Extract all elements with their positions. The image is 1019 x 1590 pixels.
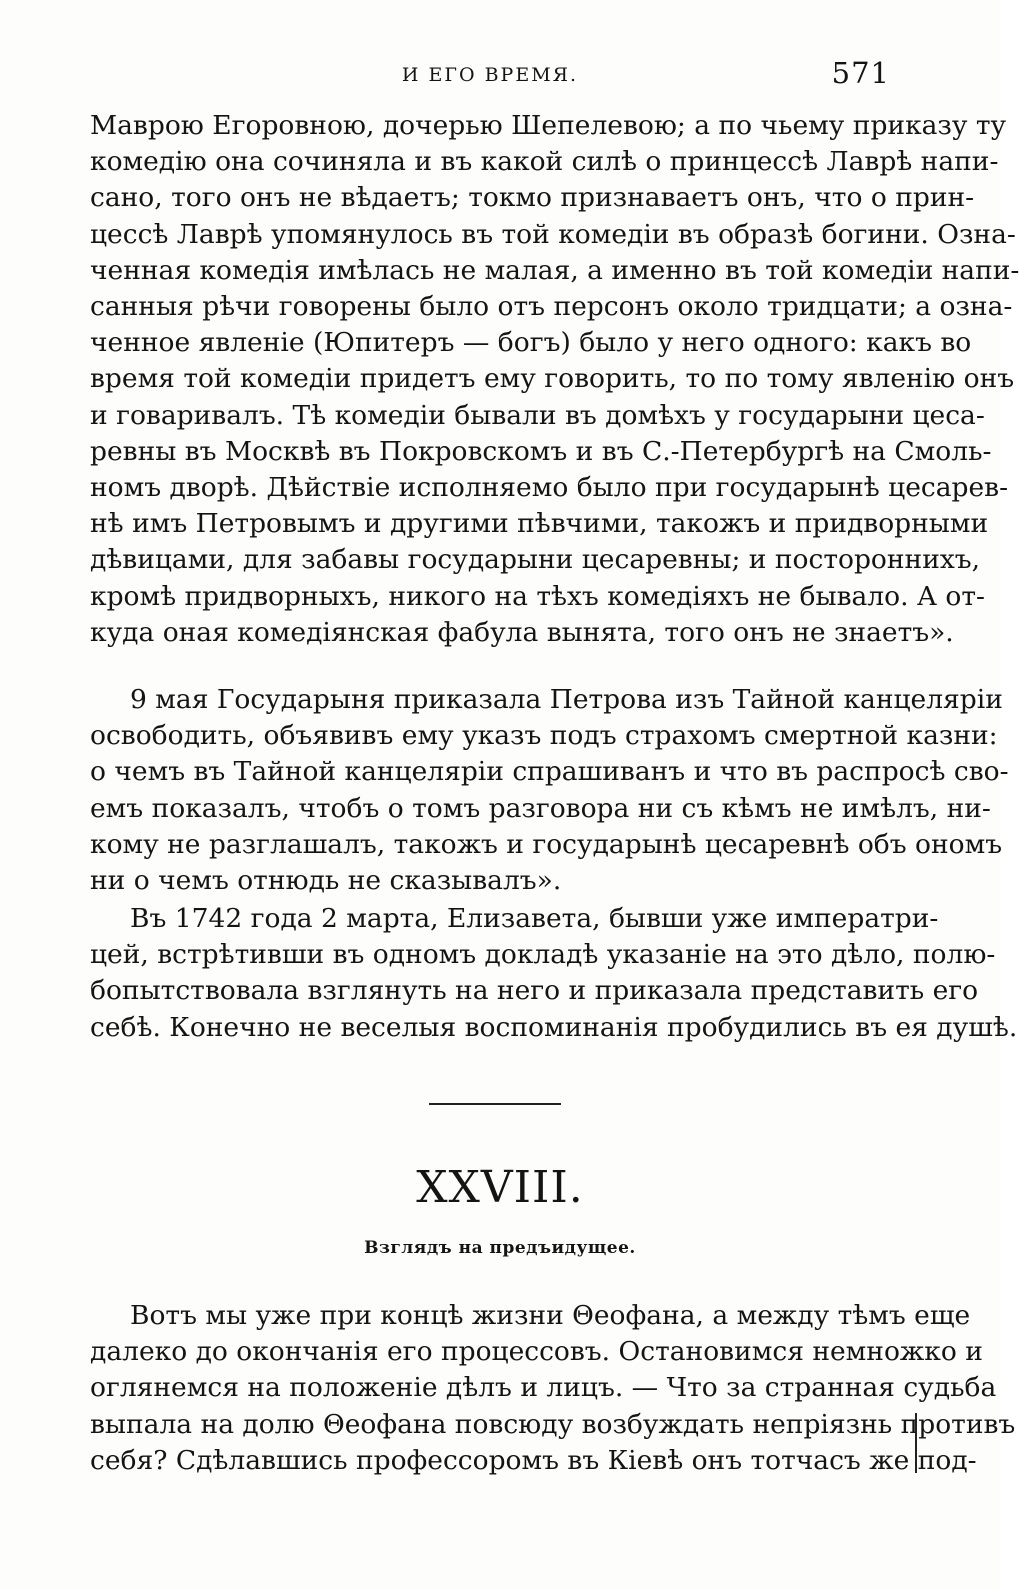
text-line: емъ показалъ, чтобъ о томъ разговора ни съ кѣмъ не имѣлъ, ни- [90, 792, 991, 824]
text-line: о чемъ въ Тайной канцеляріи спрашиванъ и что въ распросѣ сво- [90, 756, 1009, 788]
text-line: сано, того онъ не вѣдаетъ; токмо признаваетъ онъ, что о прин- [90, 182, 975, 214]
running-head [90, 52, 890, 92]
text-line: время той комедіи придетъ ему говорить, то по тому явленію онъ [90, 363, 1015, 395]
text-line: нѣ имъ Петровымъ и другими пѣвчими, такожъ и придворными [90, 508, 989, 540]
text-line: ревны въ Москвѣ въ Покровскомъ и въ С.-Петербургѣ на Смоль- [90, 435, 992, 467]
text-line: куда оная комедіянская фабула вынята, того онъ не знаетъ». [90, 616, 954, 648]
text-line: цессѣ Лаврѣ упомянулось въ той комедіи въ образѣ богини. Озна- [90, 218, 1016, 250]
text-line: Вотъ мы уже при концѣ жизни Θеофана, а между тѣмъ еще [130, 1300, 971, 1331]
text-line: ченная комедія имѣлась не малая, а именно въ той комедіи напи- [90, 254, 1019, 286]
text-line: цей, встрѣтивши въ одномъ докладѣ указаніе на это дѣло, полю- [90, 939, 996, 971]
text-line: ченное явленіе (Юпитеръ — богъ) было у него одного: какъ во [90, 327, 972, 359]
text-line: оглянемся на положеніе дѣлъ и лицъ. — Что за странная судьба [90, 1372, 997, 1404]
text-line: выпала на долю Θеофана повсюду возбуждать непріязнь противъ [90, 1408, 1016, 1440]
text-line: себѣ. Конечно не веселыя воспоминанія пробудились въ ея душѣ. [90, 1011, 1018, 1043]
text-line: ни о чемъ отнюдь не сказывалъ». [90, 865, 562, 897]
text-line: Въ 1742 года 2 марта, Елизавета, бывши уже императри- [130, 903, 939, 934]
paragraph-elizabeth [90, 901, 1018, 1046]
text-line: кромѣ придворныхъ, никого на тѣхъ комедіяхъ не бывало. А от- [90, 580, 985, 612]
text-line: Маврою Егоровною, дочерью Шепелевою; а по чьему приказу ту [90, 110, 1007, 141]
chapter-number: XXVIII. [416, 1162, 584, 1213]
margin-mark [915, 1413, 917, 1473]
running-title: И ЕГО ВРЕМЯ. [401, 64, 579, 86]
section-divider [429, 1103, 561, 1105]
text-line: дѣвицами, для забавы государыни цесаревны; и постороннихъ, [90, 544, 981, 576]
paragraph-feofan [90, 1298, 1016, 1479]
paragraph-text [90, 108, 1019, 651]
paragraph-text [90, 901, 1018, 1046]
text-line: санныя рѣчи говорены было отъ персонъ около тридцати; а озна- [90, 291, 1013, 323]
page-number: 571 [831, 56, 890, 90]
text-line: освободить, объявивъ ему указъ подъ страхомъ смертной казни: [90, 720, 998, 752]
text-line: кому не разглашалъ, такожъ и государынѣ цесаревнѣ объ ономъ [90, 828, 1003, 860]
chapter-subtitle: Взглядъ на предъидущее. [364, 1238, 636, 1258]
paragraph-text [90, 1298, 1016, 1479]
text-line: 9 мая Государыня приказала Петрова изъ Тайной канцеляріи [130, 684, 1003, 715]
paragraph-petrov-testimony [90, 108, 1019, 651]
paragraph-release [90, 682, 1009, 899]
text-line: себя? Сдѣлавшись профессоромъ въ Кіевѣ онъ тотчасъ же под- [90, 1444, 977, 1476]
paragraph-text [90, 682, 1009, 899]
text-line: номъ дворѣ. Дѣйствіе исполняемо было при государынѣ цесарев- [90, 472, 1009, 504]
text-line: и говаривалъ. Тѣ комедіи бывали въ домѣхъ у государыни цеса- [90, 399, 985, 431]
text-line: далеко до окончанія его процессовъ. Остановимся немножко и [90, 1336, 983, 1368]
text-line: бопытствовала взглянуть на него и приказала представить его [90, 975, 979, 1007]
text-line: комедію она сочиняла и въ какой силѣ о принцессѣ Лаврѣ напи- [90, 146, 999, 178]
